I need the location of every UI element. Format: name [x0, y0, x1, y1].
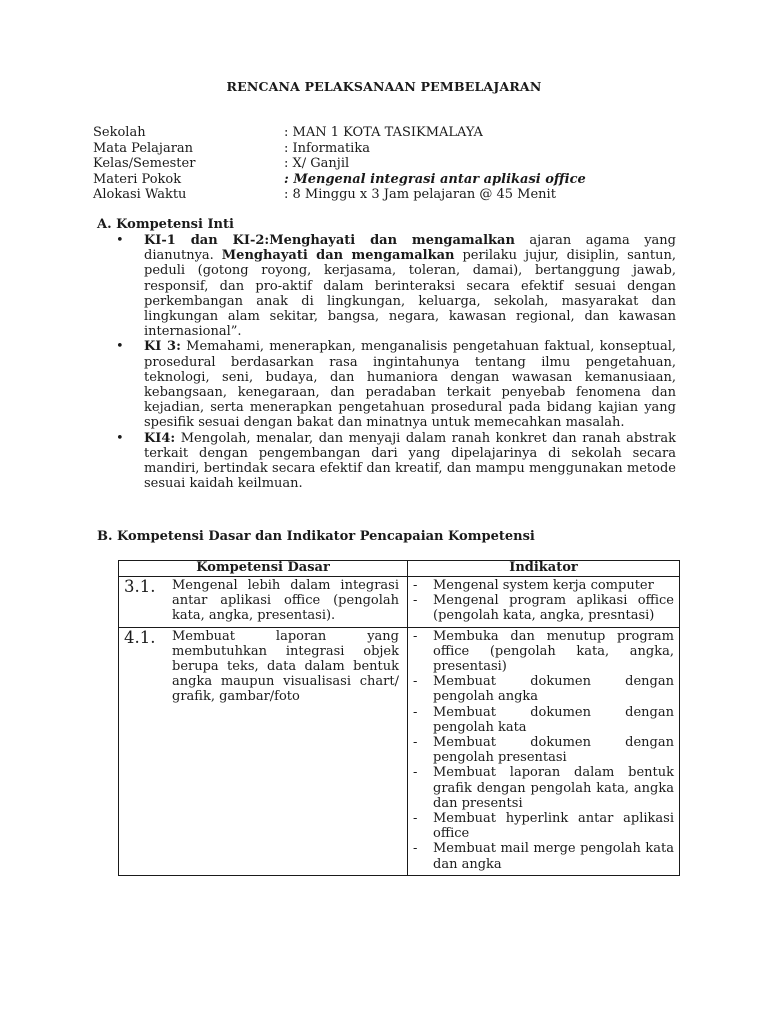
indikator-text: Mengenal system kerja computer — [433, 578, 654, 593]
ki-bold-text: KI 3: — [144, 339, 181, 355]
kompetensi-dasar-cell — [119, 577, 408, 628]
table-row — [119, 627, 680, 875]
indikator-text: Membuat laporan dalam bentuk grafik dengan pengolah kata, angka dan presentsi — [433, 765, 674, 811]
info-label: Mata Pelajaran — [93, 140, 194, 156]
dash-icon: - — [413, 811, 418, 827]
section-b-heading: B. Kompetensi Dasar dan Indikator Pencapaian Kompetensi — [97, 529, 535, 544]
dash-icon: - — [413, 578, 418, 593]
info-value: : MAN 1 KOTA TASIKMALAYA — [284, 125, 483, 140]
identity-block — [93, 125, 713, 203]
info-value: : 8 Minggu x 3 Jam pelajaran @ 45 Menit — [284, 187, 556, 203]
kompetensi-dasar-cell — [119, 627, 408, 875]
table-header-kompetensi-dasar: Kompetensi Dasar — [119, 561, 408, 577]
ki-bold-text: KI-1 dan KI-2:Menghayati dan mengamalkan — [144, 233, 515, 248]
indikator-text: Membuat hyperlink antar aplikasi office — [433, 811, 674, 842]
dash-icon: - — [413, 674, 418, 690]
indikator-text: Mengenal program aplikasi office (pengolah kata, angka, presntasi) — [433, 593, 674, 624]
indikator-item — [413, 674, 674, 704]
ki-item — [116, 233, 676, 339]
ki-bold-text: Menghayati dan mengamalkan — [221, 248, 455, 264]
indikator-item — [413, 841, 674, 871]
info-row — [93, 156, 713, 172]
dash-icon: - — [413, 704, 418, 720]
info-label: Kelas/Semester — [93, 156, 196, 172]
dash-icon: - — [413, 841, 418, 857]
kd-number: 4.1. — [124, 627, 156, 647]
ki-text: perilaku jujur, disiplin, santun, peduli (gotong royong, kerjasama, toleran, damai), bertanggung jawab, responsif, dan pro-aktif dalam berinteraksi secara efektif sesuai dengan perkembangan anak di lingkungan, keluarga, sekolah, masyarakat dan lingkungan alam sekitar, bangsa, negara, kawasan regional, dan kawasan internasional”. — [144, 248, 676, 340]
indikator-list — [408, 628, 679, 875]
indikator-item — [413, 811, 674, 841]
document-title: RENCANA PELAKSANAAN PEMBELAJARAN — [226, 79, 542, 94]
kd-number: 3.1. — [124, 577, 156, 596]
info-value: : Informatika — [284, 140, 370, 156]
kd-cell-content — [119, 577, 407, 626]
info-label: Materi Pokok — [93, 171, 182, 187]
info-label: Sekolah — [93, 125, 146, 140]
info-value: : X/ Ganjil — [284, 156, 350, 172]
indikator-text: Membuat mail merge pengolah kata dan angka — [433, 841, 674, 872]
kompetensi-inti-list — [116, 233, 676, 491]
indikator-item — [413, 705, 674, 735]
ki-bold-text: KI4: — [144, 430, 176, 446]
kompetensi-table — [118, 560, 680, 876]
table-header-indikator: Indikator — [408, 561, 680, 577]
dash-icon: - — [413, 628, 418, 644]
bullet-icon: • — [116, 430, 124, 446]
dash-icon: - — [413, 765, 418, 781]
kd-description: Mengenal lebih dalam integrasi antar aplikasi office (pengolah kata, angka, presentasi). — [172, 578, 399, 624]
indikator-text: Membuka dan menutup program office (pengolah kata, angka, presentasi) — [433, 628, 674, 675]
ki-item — [116, 339, 676, 430]
ki-text: ajaran agama yang dianutnya. — [144, 233, 676, 264]
dash-icon: - — [413, 735, 418, 751]
indikator-item — [413, 593, 674, 623]
info-row — [93, 172, 713, 188]
indikator-item — [413, 629, 674, 675]
ki-text: Memahami, menerapkan, menganalisis pengetahuan faktual, konseptual, prosedural berdasarkan rasa ingintahunya tentang ilmu pengetahuan, teknologi, seni, budaya, dan humaniora dengan wawasan kemanusiaan, kebangsaan, kenegaraan, dan peradaban terkait penyebab fenomena dan kejadian, serta menerapkan pengetahuan prosedural pada bidang kajian yang spesifik sesuai dengan bakat dan minatnya untuk memecahkan masalah. — [144, 339, 677, 431]
indikator-item — [413, 578, 674, 593]
table-row — [119, 577, 680, 628]
info-value: : Mengenal integrasi antar aplikasi office — [284, 171, 586, 187]
indikator-text: Membuat dokumen dengan pengolah angka — [433, 674, 674, 705]
info-row — [93, 187, 713, 203]
indikator-text: Membuat dokumen dengan pengolah kata — [433, 704, 674, 735]
indikator-item — [413, 765, 674, 811]
info-row — [93, 125, 713, 141]
ki-item — [116, 431, 676, 492]
info-label: Alokasi Waktu — [93, 187, 187, 203]
bullet-icon: • — [116, 339, 124, 355]
kd-description: Membuat laporan yang membutuhkan integrasi objek berupa teks, data dalam bentuk angka maupun visualisasi chart/ grafik, gambar/foto — [172, 628, 399, 705]
dash-icon: - — [413, 593, 418, 609]
section-a-heading: A. Kompetensi Inti — [97, 217, 234, 232]
ki-text: Mengolah, menalar, dan menyaji dalam ranah konkret dan ranah abstrak terkait dengan pengembangan dari yang dipelajarinya di sekolah secara mandiri, bertindak secara efektif dan kreatif, dan mampu menggunakan metode sesuai kaidah keilmuan. — [144, 430, 676, 492]
indikator-item — [413, 735, 674, 765]
indikator-cell — [408, 627, 680, 875]
indikator-cell — [408, 577, 680, 628]
kd-cell-content — [119, 628, 407, 707]
info-row — [93, 141, 713, 157]
indikator-list — [408, 577, 679, 627]
indikator-text: Membuat dokumen dengan pengolah presentasi — [433, 735, 674, 766]
bullet-icon: • — [116, 233, 124, 248]
